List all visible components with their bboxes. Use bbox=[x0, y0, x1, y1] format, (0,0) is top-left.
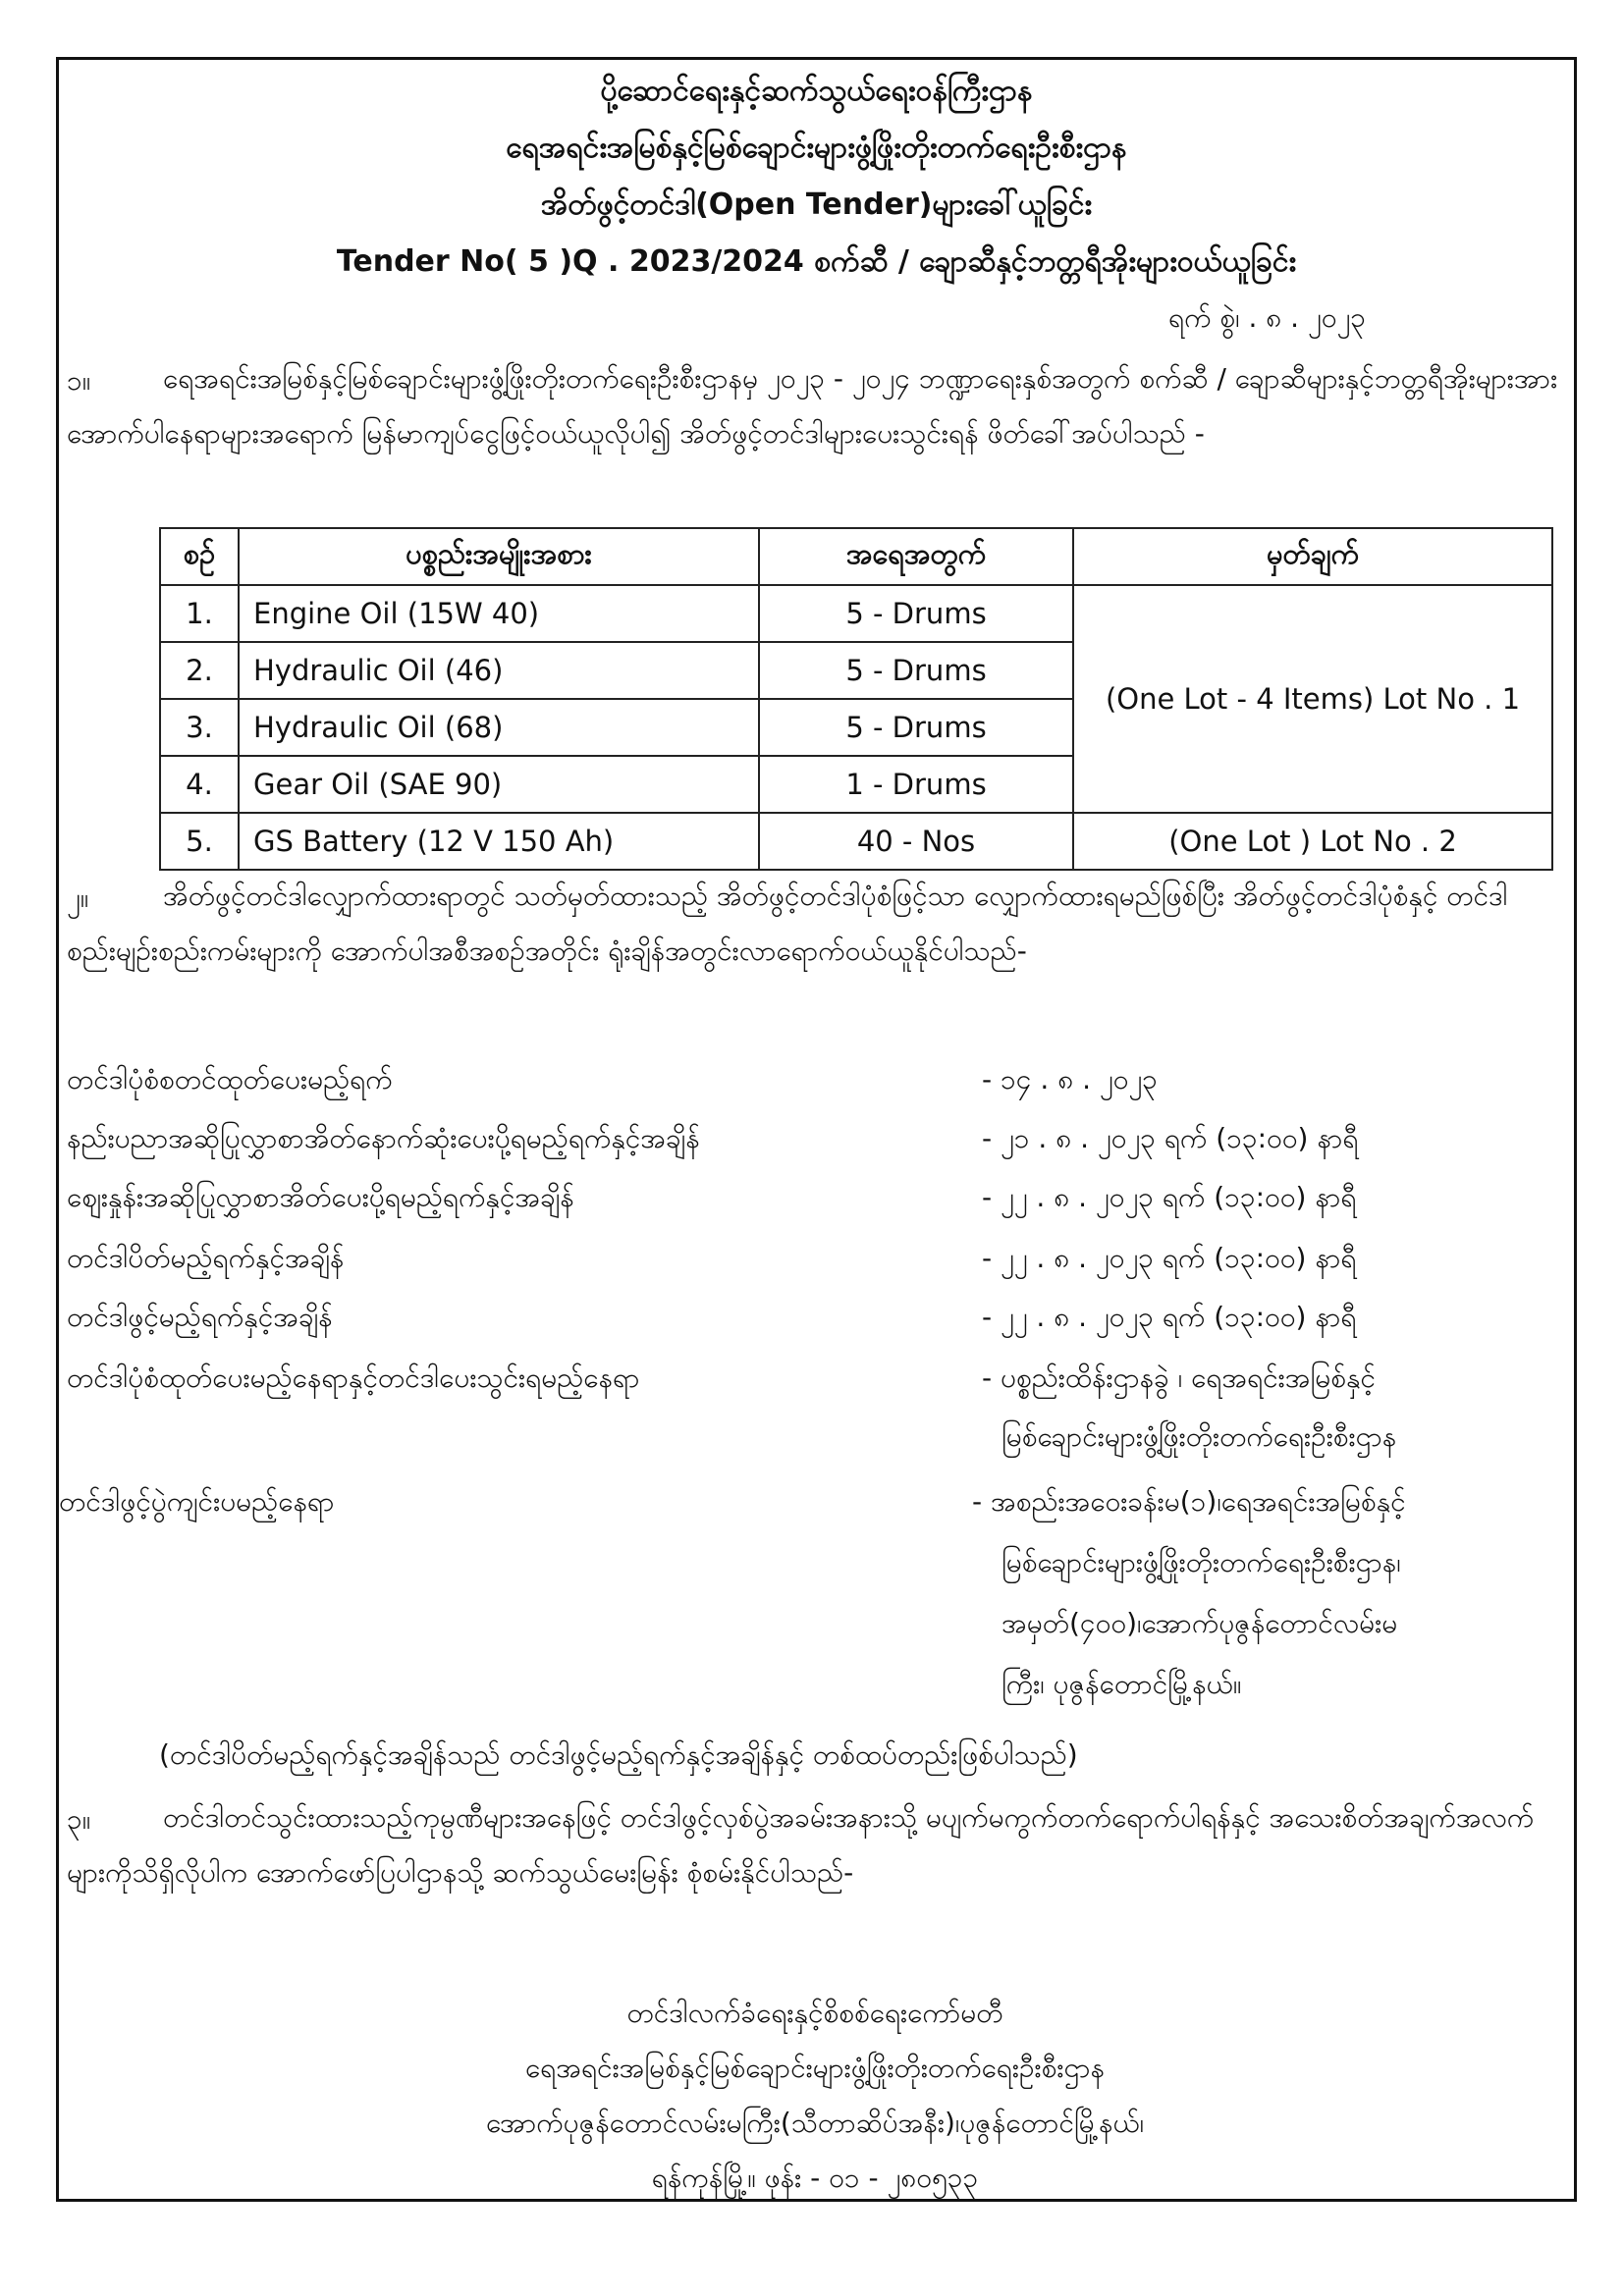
department-heading: ရေအရင်းအမြစ်နှင့်မြစ်ချောင်းများဖွံ့ဖြိုးတိုးတက်ရေးဦးစီးဌာန bbox=[506, 131, 1127, 165]
schedule-value-opening-place: - အစည်းအဝေးခန်းမ(၁)၊ရေအရင်းအမြစ်နှင့် bbox=[972, 1485, 1406, 1518]
row-qty: 1 - Drums bbox=[759, 756, 1073, 813]
row-item: GS Battery (12 V 150 Ah) bbox=[239, 813, 759, 870]
row-qty: 5 - Drums bbox=[759, 585, 1073, 642]
schedule-label-price-deadline: ဈေးနှုန်းအဆိုပြုလွှာစာအိတ်ပေးပို့ရမည့်ရက်နှင့်အချိန် bbox=[67, 1181, 574, 1213]
row-no: 4. bbox=[160, 756, 239, 813]
row-qty: 5 - Drums bbox=[759, 642, 1073, 699]
schedule-value-technical-deadline: - ၂၁ . ၈ . ၂၀၂၃ ရက် (၁၃:၀၀) နာရီ bbox=[982, 1122, 1359, 1154]
table-row bbox=[160, 585, 1552, 642]
tender-title: အိတ်ဖွင့်တင်ဒါ(Open Tender)များခေါ်ယူခြင်း bbox=[540, 187, 1093, 222]
schedule-value-form-issue: - ၁၄ . ၈ . ၂၀၂၃ bbox=[982, 1063, 1158, 1095]
para1-number: ၁။ bbox=[67, 364, 91, 397]
schedule-value-opening: - ၂၂ . ၈ . ၂၀၂၃ ရက် (၁၃:၀၀) နာရီ bbox=[982, 1301, 1357, 1333]
schedule-label-technical-deadline: နည်းပညာအဆိုပြုလွှာစာအိတ်နောက်ဆုံးပေးပို့ရမည့်ရက်နှင့်အချိန် bbox=[67, 1122, 700, 1154]
date-line: ရက် စွဲ၊ . ၈ . ၂၀၂၃ bbox=[1168, 301, 1366, 334]
signature-committee: တင်ဒါလက်ခံရေးနှင့်စိစစ်ရေးကော်မတီ bbox=[626, 1997, 1003, 2029]
row-no: 3. bbox=[160, 699, 239, 756]
signature-phone: ရန်ကုန်မြို့။ ဖုန်း - ၀၁ - ၂၈၀၅၃၃ bbox=[651, 2162, 979, 2194]
col-header-item: ပစ္စည်းအမျိုးအစား bbox=[239, 528, 759, 585]
tender-number-line: Tender No( 5 )Q . 2023/2024 စက်ဆီ / ချောဆီနှင့်ဘတ္တရီအိုးများဝယ်ယူခြင်း bbox=[336, 244, 1297, 279]
ministry-heading: ပို့ဆောင်ရေးနှင့်ဆက်သွယ်ရေးဝန်ကြီးဌာန bbox=[600, 74, 1033, 108]
schedule-value-opening-place-cont: အမှတ်(၄၀၀)၊အောက်ပုဇွန်တောင်လမ်းမ bbox=[1001, 1607, 1398, 1639]
table-header-row bbox=[160, 528, 1552, 585]
row-qty: 40 - Nos bbox=[759, 813, 1073, 870]
row-remark-lot1: (One Lot - 4 Items) Lot No . 1 bbox=[1073, 585, 1552, 813]
schedule-value-closing: - ၂၂ . ၈ . ၂၀၂၃ ရက် (၁၃:၀၀) နာရီ bbox=[982, 1242, 1357, 1274]
row-no: 5. bbox=[160, 813, 239, 870]
para2-text: အိတ်ဖွင့်တင်ဒါလျှောက်ထားရာတွင် သတ်မှတ်ထားသည့် အိတ်ဖွင့်တင်ဒါပုံစံဖြင့်သာ လျှောက်ထားရမည်ဖြစ်ပြီး အိတ်ဖွင့်တင်ဒါပုံစံနှင့် တင်ဒါစည်းမျဉ်းစည်းကမ်းများကို အောက်ပါအစီအစဉ်အတိုင်း ရုံးချိန်အတွင်းလာရောက်ဝယ်ယူနိုင်ပါသည်- bbox=[67, 880, 1508, 967]
para3-text: တင်ဒါတင်သွင်းထားသည့်ကုမ္ပဏီများအနေဖြင့် တင်ဒါဖွင့်လှစ်ပွဲအခမ်းအနားသို့ မပျက်မကွက်တက်ရောက်ပါရန်နှင့် အသေးစိတ်အချက်အလက်များကိုသိရှိလိုပါက အောက်ဖော်ပြပါဌာနသို့ ဆက်သွယ်မေးမြန်း စုံစမ်းနိုင်ပါသည်- bbox=[67, 1801, 1535, 1889]
para1-text: ရေအရင်းအမြစ်နှင့်မြစ်ချောင်းများဖွံ့ဖြိုးတိုးတက်ရေးဦးစီးဌာနမှ ၂၀၂၃ - ၂၀၂၄ ဘဏ္ဍာရေးနှစ်အတွက် စက်ဆီ / ချောဆီများနှင့်ဘတ္တရီအိုးများအား အောက်ပါနေရာများအရောက် မြန်မာကျပ်ငွေဖြင့်ဝယ်ယူလိုပါ၍ အိတ်ဖွင့်တင်ဒါများပေးသွင်းရန် ဖိတ်ခေါ်အပ်ပါသည် - bbox=[67, 362, 1558, 450]
schedule-label-submission-place: တင်ဒါပုံစံထုတ်ပေးမည့်နေရာနှင့်တင်ဒါပေးသွင်းရမည့်နေရာ bbox=[67, 1362, 640, 1394]
row-no: 1. bbox=[160, 585, 239, 642]
schedule-label-closing: တင်ဒါပိတ်မည့်ရက်နှင့်အချိန် bbox=[67, 1242, 345, 1274]
schedule-value-submission-place-cont: မြစ်ချောင်းများဖွံ့ဖြိုးတိုးတက်ရေးဦးစီးဌာန bbox=[1001, 1420, 1397, 1453]
closing-note: (တင်ဒါပိတ်မည့်ရက်နှင့်အချိန်သည် တင်ဒါဖွင့်မည့်ရက်နှင့်အချိန်နှင့် တစ်ထပ်တည်းဖြစ်ပါသည်) bbox=[159, 1738, 1078, 1771]
signature-department: ရေအရင်းအမြစ်နှင့်မြစ်ချောင်းများဖွံ့ဖြိုးတိုးတက်ရေးဦးစီးဌာန bbox=[524, 2052, 1106, 2084]
schedule-value-submission-place: - ပစ္စည်းထိန်းဌာနခွဲ ၊ ရေအရင်းအမြစ်နှင့် bbox=[982, 1362, 1376, 1394]
schedule-value-price-deadline: - ၂၂ . ၈ . ၂၀၂၃ ရက် (၁၃:၀၀) နာရီ bbox=[982, 1181, 1357, 1213]
schedule-value-opening-place-cont: မြစ်ချောင်းများဖွံ့ဖြိုးတိုးတက်ရေးဦးစီးဌာန၊ bbox=[1001, 1546, 1401, 1578]
para3-number: ၃။ bbox=[67, 1803, 91, 1836]
row-no: 2. bbox=[160, 642, 239, 699]
schedule-label-opening-place: တင်ဒါဖွင့်ပွဲကျင်းပမည့်နေရာ bbox=[59, 1485, 335, 1518]
schedule-value-opening-place-cont: ကြီး၊ ပုဇွန်တောင်မြို့နယ်။ bbox=[1001, 1668, 1242, 1700]
row-item: Hydraulic Oil (46) bbox=[239, 642, 759, 699]
table-row bbox=[160, 813, 1552, 870]
schedule-label-opening: တင်ဒါဖွင့်မည့်ရက်နှင့်အချိန် bbox=[67, 1301, 333, 1333]
items-table bbox=[159, 527, 1553, 871]
row-item: Gear Oil (SAE 90) bbox=[239, 756, 759, 813]
row-item: Hydraulic Oil (68) bbox=[239, 699, 759, 756]
para2-number: ၂။ bbox=[67, 881, 89, 914]
row-qty: 5 - Drums bbox=[759, 699, 1073, 756]
signature-address: အောက်ပုဇွန်တောင်လမ်းမကြီး(သီတာဆိပ်အနီး)၊ပုဇွန်တောင်မြို့နယ်၊ bbox=[485, 2107, 1145, 2139]
col-header-remark: မှတ်ချက် bbox=[1073, 528, 1552, 585]
row-remark-lot2: (One Lot ) Lot No . 2 bbox=[1073, 813, 1552, 870]
col-header-qty: အရေအတွက် bbox=[759, 528, 1073, 585]
col-header-no: စဉ် bbox=[160, 528, 239, 585]
schedule-label-form-issue: တင်ဒါပုံစံစတင်ထုတ်ပေးမည့်ရက် bbox=[67, 1063, 393, 1095]
row-item: Engine Oil (15W 40) bbox=[239, 585, 759, 642]
